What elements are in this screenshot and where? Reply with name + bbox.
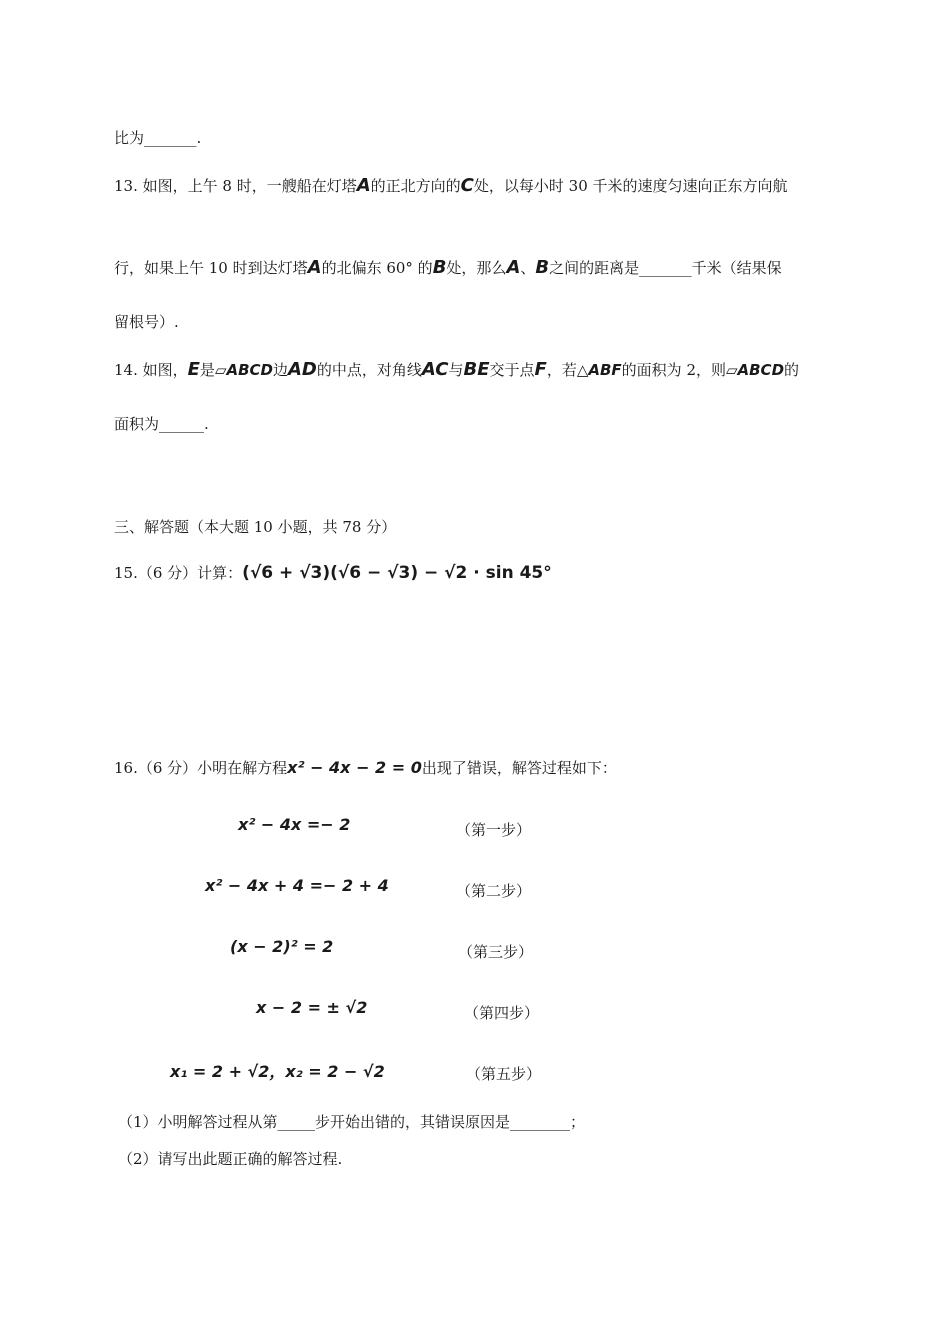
q15-expression: (√6 + √3)(√6 − √3) − √2 · sin 45° <box>242 563 552 583</box>
q12-tail: 比为_______. <box>114 129 202 147</box>
q14-text: 是 <box>199 361 215 379</box>
step-4-equation: x − 2 = ± √2 <box>256 998 368 1017</box>
q15-label: 15.（6 分）计算： <box>114 564 243 582</box>
q13-text: 之间的距离是_______千米（结果保 <box>549 259 782 277</box>
q13-text: 13. 如图，上午 8 时，一艘船在灯塔 <box>114 177 357 195</box>
q14-text: 14. 如图， <box>114 361 188 379</box>
q14-text: 的中点，对角线 <box>316 361 422 379</box>
q16-equation: x² − 4x − 2 = 0 <box>287 758 422 777</box>
math-var: A <box>356 175 371 196</box>
q16 <box>114 758 617 778</box>
step-3-equation: (x − 2)² = 2 <box>230 937 334 956</box>
math-var: A <box>307 257 322 278</box>
step-3-label: （第三步） <box>458 943 534 961</box>
q13-text: 的北偏东 60° 的 <box>321 259 433 277</box>
q16-part2: （2）请写出此题正确的解答过程. <box>118 1150 343 1168</box>
q13-text: 处，那么 <box>446 259 507 277</box>
step-5-equation: x₁ = 2 + √2，x₂ = 2 − √2 <box>170 1062 385 1081</box>
step-1-label: （第一步） <box>456 821 532 839</box>
q14-line1 <box>114 360 799 380</box>
q14-text: 边 <box>272 361 288 379</box>
q13-line3: 留根号）. <box>114 313 179 331</box>
q14-text: ，若 <box>546 361 577 379</box>
q13-text: 处，以每小时 30 千米的速度匀速向正东方向航 <box>473 177 788 195</box>
q14-line2: 面积为______. <box>114 415 209 433</box>
step-1-equation: x² − 4x =− 2 <box>238 815 351 834</box>
q13-text: 行，如果上午 10 时到达灯塔 <box>114 259 308 277</box>
q14-text: 的 <box>784 361 800 379</box>
q16-tail: 出现了错误，解答过程如下： <box>421 759 617 777</box>
math-var: AD <box>288 359 317 380</box>
math-var: AC <box>421 359 449 380</box>
q14-text: 的面积为 2，则 <box>621 361 726 379</box>
q16-label: 16.（6 分）小明在解方程 <box>114 759 288 777</box>
section-heading: 三、解答题（本大题 10 小题，共 78 分） <box>114 518 397 536</box>
math-var: A <box>506 257 521 278</box>
math-var: ▱ABCD <box>214 361 273 379</box>
math-var: B <box>535 257 550 278</box>
q15 <box>114 563 552 583</box>
q13-text: 、 <box>520 259 536 277</box>
math-var: E <box>187 359 200 380</box>
step-4-label: （第四步） <box>464 1004 540 1022</box>
math-var: BE <box>463 359 490 380</box>
step-5-label: （第五步） <box>466 1065 542 1083</box>
math-var: C <box>460 175 474 196</box>
q16-part1: （1）小明解答过程从第_____步开始出错的，其错误原因是________； <box>118 1113 586 1131</box>
q13-line2 <box>114 258 782 278</box>
math-var: B <box>432 257 447 278</box>
q13-text: 的正北方向的 <box>370 177 461 195</box>
q14-text: 与 <box>448 361 464 379</box>
math-var: F <box>534 359 547 380</box>
step-2-label: （第二步） <box>456 882 532 900</box>
q14-text: 交于点 <box>489 361 535 379</box>
math-var: ▱ABCD <box>725 361 785 379</box>
q13-line1 <box>114 176 788 196</box>
math-var: △ABF <box>576 361 622 379</box>
step-2-equation: x² − 4x + 4 =− 2 + 4 <box>205 876 389 895</box>
